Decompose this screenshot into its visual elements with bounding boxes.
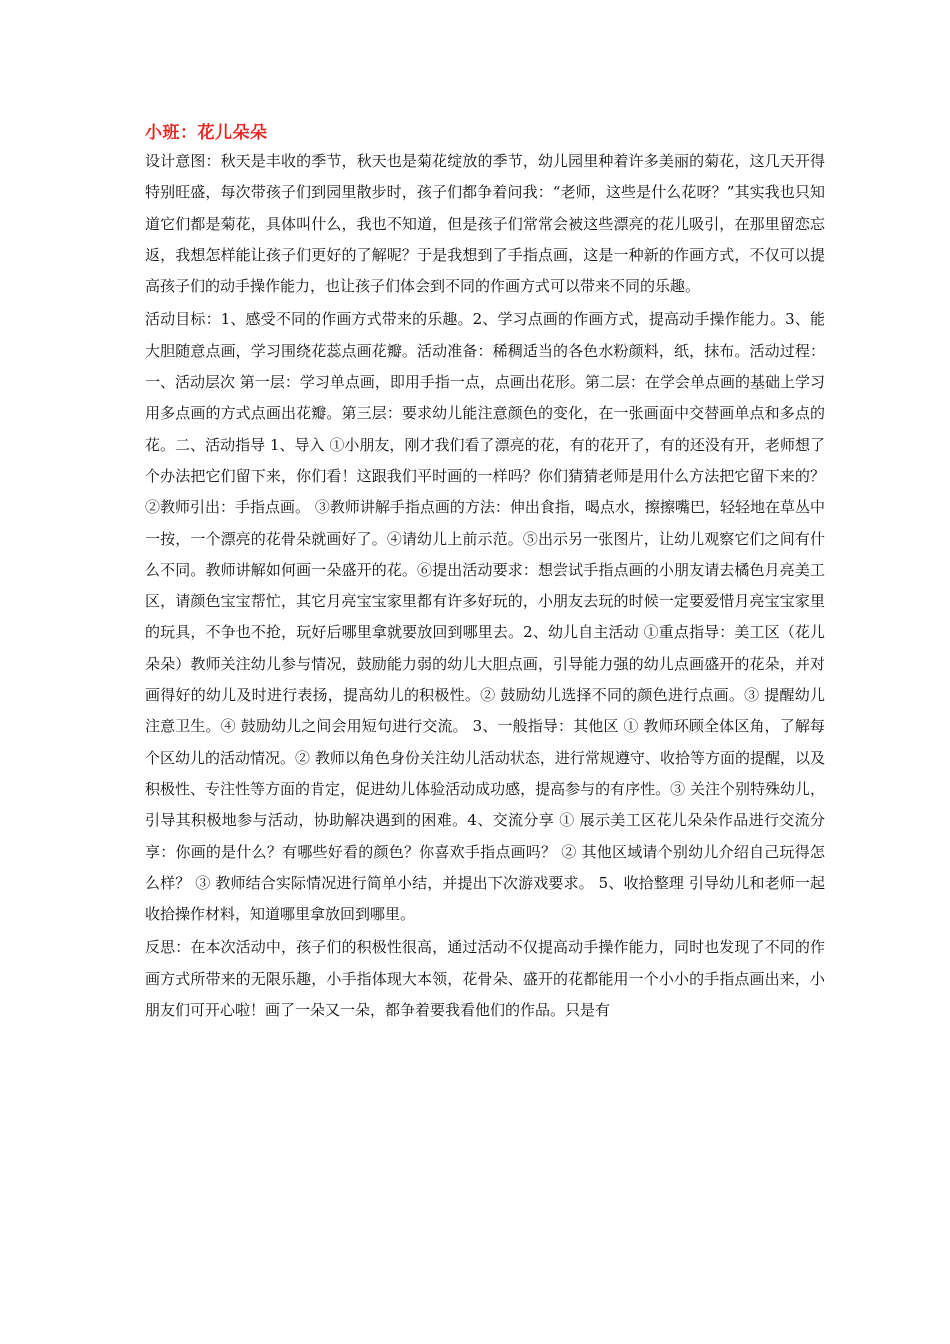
reflection-paragraph: 反思：在本次活动中，孩子们的积极性很高，通过活动不仅提高动手操作能力，同时也发现了不同的作画方式所带来的无限乐趣，小手指体现大本领，花骨朵、盛开的花都能用一个小小的手指点画出来，小朋友们可开心啦！画了一朵又一朵，都争着要我看他们的作品。只是有 [145,938,825,1020]
document-title: 小班：花儿朵朵 [145,123,268,143]
activity-goals-paragraph: 活动目标：1、感受不同的作画方式带来的乐趣。2、学习点画的作画方式，提高动手操作能力。3、能大胆随意点画，学习围绕花蕊点画花瓣。活动准备：稀稠适当的各色水粉颜料，纸，抹布。活动过程：一、活动层次 第一层：学习单点画，即用手指一点，点画出花形。第二层：在学会单点画的基础上学习用多点画的方式点画出花瓣。第三层：要求幼儿能注意颜色的变化，在一张画面中交替画单点和多点的花。二、活动指导 1、导入 ①小朋友，刚才我们看了漂亮的花，有的花开了，有的还没有开，老师想了个办法把它们留下来，你们看！这跟我们平时画的一样吗？你们猜猜老师是用什么方法把它留下来的？ ②教师引出：手指点画。 ③教师讲解手指点画的方法：伸出食指，喝点水，擦擦嘴巴，轻轻地在草丛中一按，一个漂亮的花骨朵就画好了。④请幼儿上前示范。⑤出示另一张图片，让幼儿观察它们之间有什么不同。教师讲解如何画一朵盛开的花。⑥提出活动要求：想尝试手指点画的小朋友请去橘色月亮美工区，请颜色宝宝帮忙，其它月亮宝宝家里都有许多好玩的，小朋友去玩的时候一定要爱惜月亮宝宝家里的玩具，不争也不抢，玩好后哪里拿就要放回到哪里去。2、幼儿自主活动 ①重点指导：美工区（花儿朵朵）教师关注幼儿参与情况，鼓励能力弱的幼儿大胆点画，引导能力强的幼儿点画盛开的花朵，并对画得好的幼儿及时进行表扬，提高幼儿的积极性。② 鼓励幼儿选择不同的颜色进行点画。③ 提醒幼儿注意卫生。④ 鼓励幼儿之间会用短句进行交流。 3、一般指导：其他区 ① 教师环顾全体区角，了解每个区幼儿的活动情况。② 教师以角色身份关注幼儿活动状态，进行常规遵守、收拾等方面的提醒，以及积极性、专注性等方面的肯定，促进幼儿体验活动成功感，提高参与的有序性。③ 关注个别特殊幼儿，引导其积极地参与活动，协助解决遇到的困难。4、交流分享 ① 展示美工区花儿朵朵作品进行交流分享：你画的是什么？有哪些好看的颜色？你喜欢手指点画吗？ ② 其他区域请个别幼儿介绍自己玩得怎么样？ ③ 教师结合实际情况进行简单小结，并提出下次游戏要求。 5、收拾整理 引导幼儿和老师一起收拾操作材料，知道哪里拿放回到哪里。 [145,310,825,924]
document-page [145,120,825,1026]
design-intent-paragraph: 设计意图：秋天是丰收的季节，秋天也是菊花绽放的季节，幼儿园里种着许多美丽的菊花，这几天开得特别旺盛，每次带孩子们到园里散步时，孩子们都争着问我：“老师，这些是什么花呀？”其实我也只知道它们都是菊花，具体叫什么，我也不知道，但是孩子们常常会被这些漂亮的花儿吸引，在那里留恋忘返，我想怎样能让孩子们更好的了解呢？于是我想到了手指点画，这是一种新的作画方式，不仅可以提高孩子们的动手操作能力，也让孩子们体会到不同的作画方式可以带来不同的乐趣。 [145,152,825,296]
